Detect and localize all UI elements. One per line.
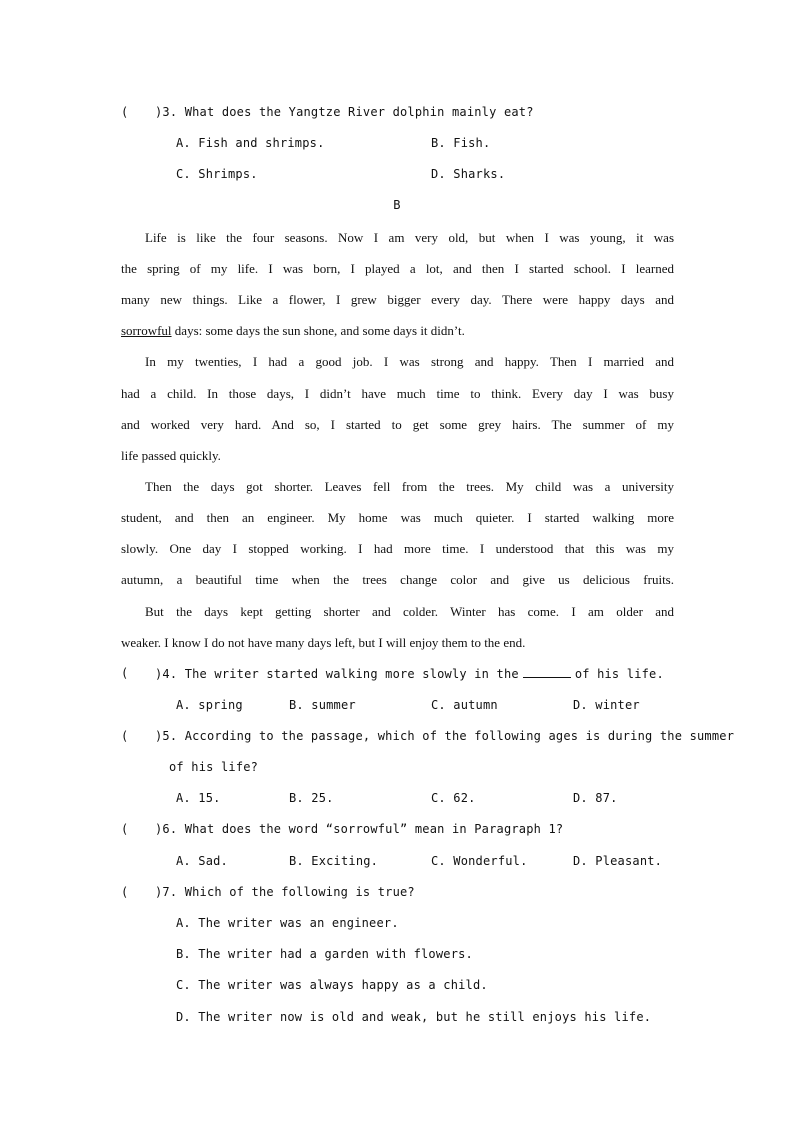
option-a: A. Fish and shrimps. [176, 136, 325, 150]
question-text [155, 666, 664, 681]
passage-line: Life is like the four seasons. Now I am very old, but when I was young, it was [145, 230, 674, 245]
fill-blank[interactable] [523, 666, 571, 678]
option-b: B. 25. [289, 791, 334, 805]
option-b: B. summer [289, 698, 356, 712]
question-text-part: )4. The writer started walking more slowly in the [155, 667, 519, 681]
option-b: B. The writer had a garden with flowers. [176, 947, 473, 961]
passage-line: slowly. One day I stopped working. I had more time. I understood that this was my [121, 541, 674, 556]
answer-paren: ( [121, 885, 129, 899]
passage-line: had a child. In those days, I didn’t have much time to think. Every day I was busy [121, 386, 674, 401]
option-c: C. 62. [431, 791, 476, 805]
option-b: B. Fish. [431, 136, 491, 150]
option-a: A. Sad. [176, 854, 228, 868]
passage-line: life passed quickly. [121, 448, 221, 463]
passage-line: But the days kept getting shorter and colder. Winter has come. I am older and [145, 604, 674, 619]
option-c: C. Shrimps. [176, 167, 258, 181]
passage-line: Then the days got shorter. Leaves fell from the trees. My child was a university [145, 479, 674, 494]
passage-line: weaker. I know I do not have many days left, but I will enjoy them to the end. [121, 635, 526, 650]
answer-paren: ( [121, 822, 129, 836]
passage-line: many new things. Like a flower, I grew bigger every day. There were happy days and [121, 292, 674, 307]
answer-paren: ( [121, 105, 129, 119]
option-d: D. Sharks. [431, 167, 506, 181]
answer-paren: ( [121, 729, 129, 743]
passage-line: autumn, a beautiful time when the trees change color and give us delicious fruits. [121, 572, 674, 587]
answer-paren: ( [121, 666, 129, 680]
underlined-word: sorrowful [121, 323, 172, 338]
option-c: C. autumn [431, 698, 498, 712]
option-d: D. The writer now is old and weak, but he still enjoys his life. [176, 1010, 652, 1024]
question-text-part: of his life. [574, 667, 664, 681]
passage-text: days: some days the sun shone, and some days it didn’t. [171, 323, 465, 338]
option-d: D. Pleasant. [573, 854, 663, 868]
option-c: C. Wonderful. [431, 854, 528, 868]
option-a: A. The writer was an engineer. [176, 916, 399, 930]
section-heading: B [393, 198, 401, 212]
question-text: )6. What does the word “sorrowful” mean in Paragraph 1? [155, 822, 564, 836]
passage-line: and worked very hard. And so, I started to get some grey hairs. The summer of my [121, 417, 674, 432]
question-text-cont: of his life? [169, 760, 259, 774]
option-a: A. spring [176, 698, 243, 712]
option-d: D. winter [573, 698, 640, 712]
passage-line: the spring of my life. I was born, I played a lot, and then I started school. I learned [121, 261, 674, 276]
question-text: )7. Which of the following is true? [155, 885, 415, 899]
option-d: D. 87. [573, 791, 618, 805]
option-c: C. The writer was always happy as a child. [176, 978, 488, 992]
question-text: )3. What does the Yangtze River dolphin mainly eat? [155, 105, 534, 119]
question-text: )5. According to the passage, which of the following ages is during the summer [155, 729, 735, 743]
passage-line [121, 323, 674, 339]
option-a: A. 15. [176, 791, 221, 805]
passage-line: In my twenties, I had a good job. I was strong and happy. Then I married and [145, 354, 674, 369]
passage-line: student, and then an engineer. My home was much quieter. I started walking more [121, 510, 674, 525]
option-b: B. Exciting. [289, 854, 379, 868]
